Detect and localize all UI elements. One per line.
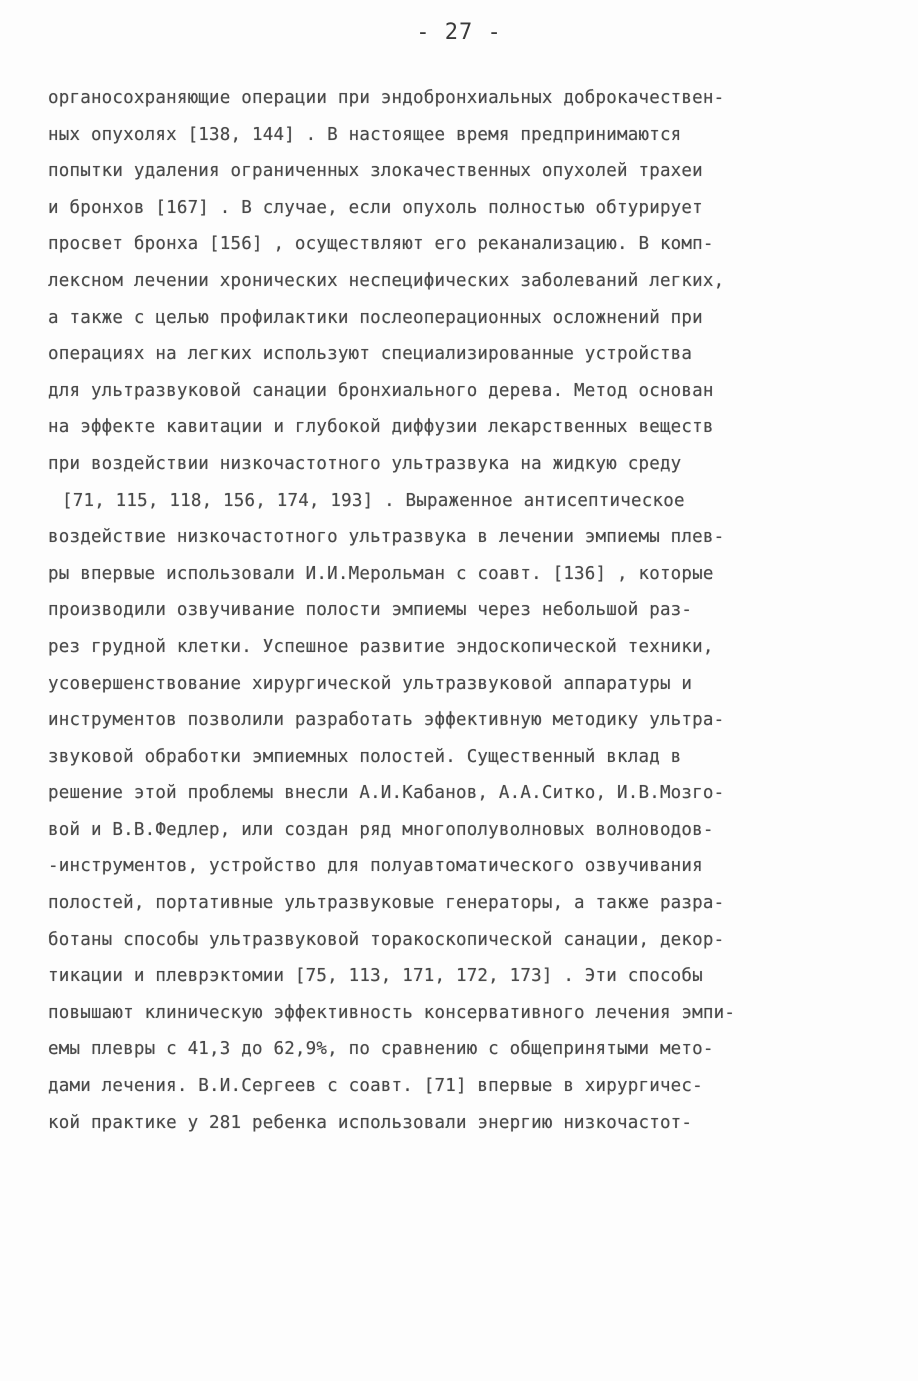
text-line: повышают клиническую эффективность консервативного лечения эмпи- [48,1002,736,1023]
text-line: усовершенствование хирургической ультразвуковой аппаратуры и [48,673,693,694]
text-line: рез грудной клетки. Успешное развитие эндоскопической техники, [48,636,714,657]
text-line: попытки удаления ограниченных злокачественных опухолей трахеи [48,161,703,182]
text-line: решение этой проблемы внесли А.И.Кабанов, А.А.Ситко, И.В.Мозго- [48,783,725,804]
text-line: лексном лечении хронических неспецифических заболеваний легких, [48,270,725,291]
text-line: органосохраняющие операции при эндобронхиальных доброкачествен- [48,88,725,108]
text-line: кой практике у 281 ребенка использовали энергию низкочастот- [48,1112,693,1133]
text-line: -инструментов, устройство для полуавтоматического озвучивания [48,856,703,877]
text-line: и бронхов [167] . В случае, если опухоль полностью обтурирует [48,197,703,218]
text-line: полостей, портативные ультразвуковые генераторы, а также разра- [48,893,725,914]
text-line: операциях на легких используют специализированные устройства [48,344,693,365]
text-line: вой и В.В.Федлер, или создан ряд многополуволновых волноводов- [48,819,714,840]
text-line: воздействие низкочастотного ультразвука в лечении эмпиемы плев- [48,527,725,548]
text-line: [71, 115, 118, 156, 174, 193] . Выраженное антисептическое [62,490,685,511]
body-text [48,80,878,1141]
text-line: емы плевры с 41,3 до 62,9%, по сравнению с общепринятыми мето- [48,1039,714,1060]
text-line: при воздействии низкочастотного ультразвука на жидкую среду [48,453,682,474]
text-line: просвет бронха [156] , осуществляют его реканализацию. В комп- [48,234,714,255]
text-line: ных опухолях [138, 144] . В настоящее время предпринимаются [48,124,682,145]
text-line: дами лечения. В.И.Сергеев с соавт. [71] впервые в хирургичес- [48,1076,703,1097]
text-line: тикации и плеврэктомии [75, 113, 171, 172, 173] . Эти способы [48,966,703,987]
text-line: а также с целью профилактики послеоперационных осложнений при [48,307,703,328]
text-line: ботаны способы ультразвуковой торакоскопической санации, декор- [48,929,725,950]
text-line: звуковой обработки эмпиемных полостей. Существенный вклад в [48,746,682,767]
page-number: - 27 - [416,20,502,45]
text-line: ры впервые использовали И.И.Мерольман с соавт. [136] , которые [48,563,714,584]
text-line: производили озвучивание полости эмпиемы через небольшой раз- [48,600,693,621]
text-line: для ультразвуковой санации бронхиального дерева. Метод основан [48,380,714,401]
text-line: инструментов позволили разработать эффективную методику ультра- [48,710,725,731]
text-line: на эффекте кавитации и глубокой диффузии лекарственных веществ [48,417,714,438]
